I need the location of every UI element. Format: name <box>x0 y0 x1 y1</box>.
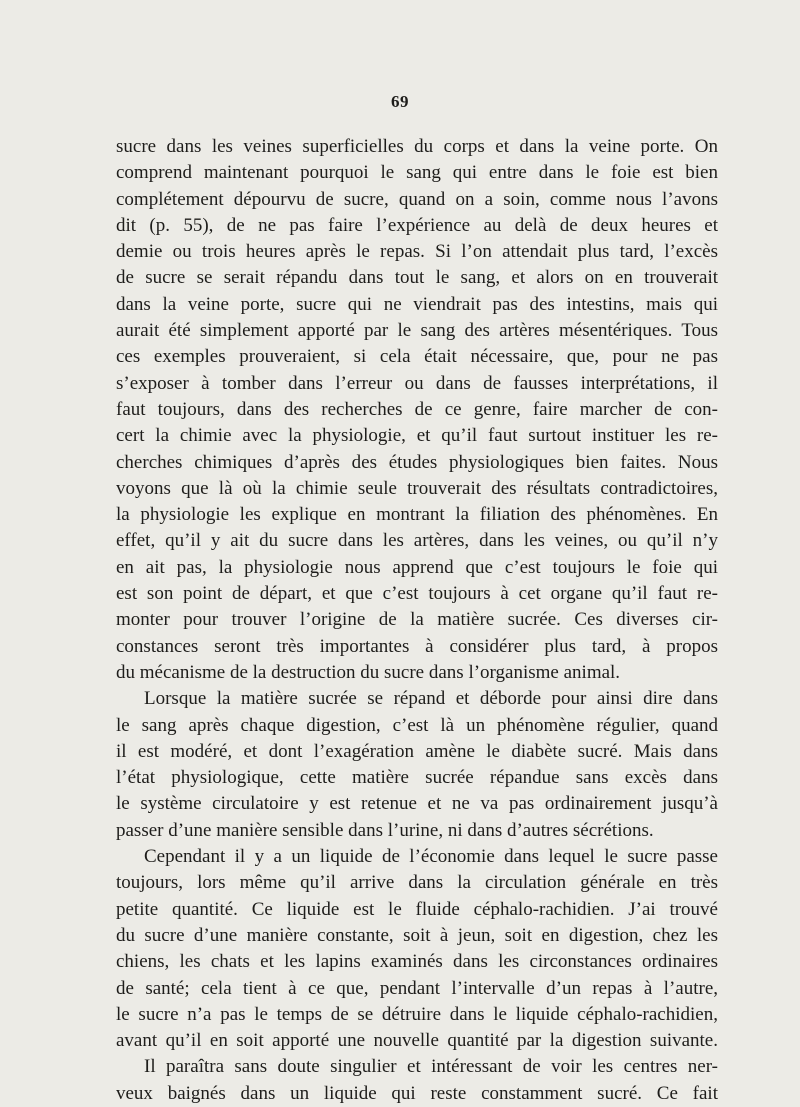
text-line: de sucre se serait répandu dans tout le sang, et alors on en trouverait <box>116 267 718 289</box>
text-line: avant qu’il en soit apporté une nouvelle quantité par la digestion suivante. <box>116 1030 718 1052</box>
text-line: la physiologie les explique en montrant la filiation des phénomènes. En <box>116 504 718 526</box>
text-line: cherches chimiques d’après des études physiologiques bien faites. Nous <box>116 451 718 473</box>
page-number: 69 <box>391 92 409 111</box>
text-line: veux baignés dans un liquide qui reste constamment sucré. Ce fait <box>116 1082 718 1104</box>
body-text <box>116 134 718 1107</box>
text-line: Il paraîtra sans doute singulier et intéressant de voir les centres ner- <box>144 1056 718 1078</box>
text-line: cert la chimie avec la physiologie, et qu’il faut surtout instituer les re- <box>116 425 718 447</box>
text-line: ces exemples prouveraient, si cela était nécessaire, que, pour ne pas <box>116 346 718 368</box>
text-line: il est modéré, et dont l’exagération amène le diabète sucré. Mais dans <box>116 740 718 762</box>
text-line: le système circulatoire y est retenue et ne va pas ordinairement jusqu’à <box>116 793 718 815</box>
text-line: effet, qu’il y ait du sucre dans les artères, dans les veines, ou qu’il n’y <box>116 530 718 552</box>
text-line: aurait été simplement apporté par le sang des artères mésentériques. Tous <box>116 320 718 342</box>
text-line: en ait pas, la physiologie nous apprend que c’est toujours le foie qui <box>116 556 718 578</box>
text-line: faut toujours, dans des recherches de ce genre, faire marcher de con- <box>116 398 718 420</box>
text-line: passer d’une manière sensible dans l’urine, ni dans d’autres sécrétions. <box>116 819 654 841</box>
text-line: du sucre d’une manière constante, soit à jeun, soit en digestion, chez les <box>116 924 718 946</box>
text-line: s’exposer à tomber dans l’erreur ou dans de fausses interprétations, il <box>116 372 718 394</box>
text-line: complétement dépourvu de sucre, quand on a soin, comme nous l’avons <box>116 188 718 210</box>
text-line: le sang après chaque digestion, c’est là un phénomène régulier, quand <box>116 714 718 736</box>
text-line: dans la veine porte, sucre qui ne viendrait pas des intestins, mais qui <box>116 293 718 315</box>
text-line: demie ou trois heures après le repas. Si l’on attendait plus tard, l’excès <box>116 241 718 263</box>
text-line: toujours, lors même qu’il arrive dans la circulation générale en très <box>116 872 718 894</box>
text-line: le sucre n’a pas le temps de se détruire dans le liquide céphalo-rachidien, <box>116 1003 718 1025</box>
text-line: sucre dans les veines superficielles du corps et dans la veine porte. On <box>116 136 718 157</box>
text-line: l’état physiologique, cette matière sucrée répandue sans excès dans <box>116 767 718 789</box>
text-line: chiens, les chats et les lapins examinés dans les circonstances ordinaires <box>116 951 718 973</box>
text-line: Lorsque la matière sucrée se répand et déborde pour ainsi dire dans <box>144 688 718 710</box>
text-line: petite quantité. Ce liquide est le fluide céphalo-rachidien. J’ai trouvé <box>116 898 718 920</box>
text-line: est son point de départ, et que c’est toujours à cet organe qu’il faut re- <box>116 583 718 605</box>
text-line: comprend maintenant pourquoi le sang qui entre dans le foie est bien <box>116 162 718 184</box>
text-line: du mécanisme de la destruction du sucre dans l’organisme animal. <box>116 661 621 683</box>
text-line: voyons que là où la chimie seule trouverait des résultats contradictoires, <box>116 477 718 499</box>
text-line: monter pour trouver l’origine de la matière sucrée. Ces diverses cir- <box>116 609 718 631</box>
text-line: de santé; cela tient à ce que, pendant l’intervalle d’un repas à l’autre, <box>116 977 718 999</box>
text-line: dit (p. 55), de ne pas faire l’expérience au delà de deux heures et <box>116 214 718 236</box>
text-line: constances seront très importantes à considérer plus tard, à propos <box>116 635 718 657</box>
text-line: Cependant il y a un liquide de l’économie dans lequel le sucre passe <box>144 846 718 868</box>
